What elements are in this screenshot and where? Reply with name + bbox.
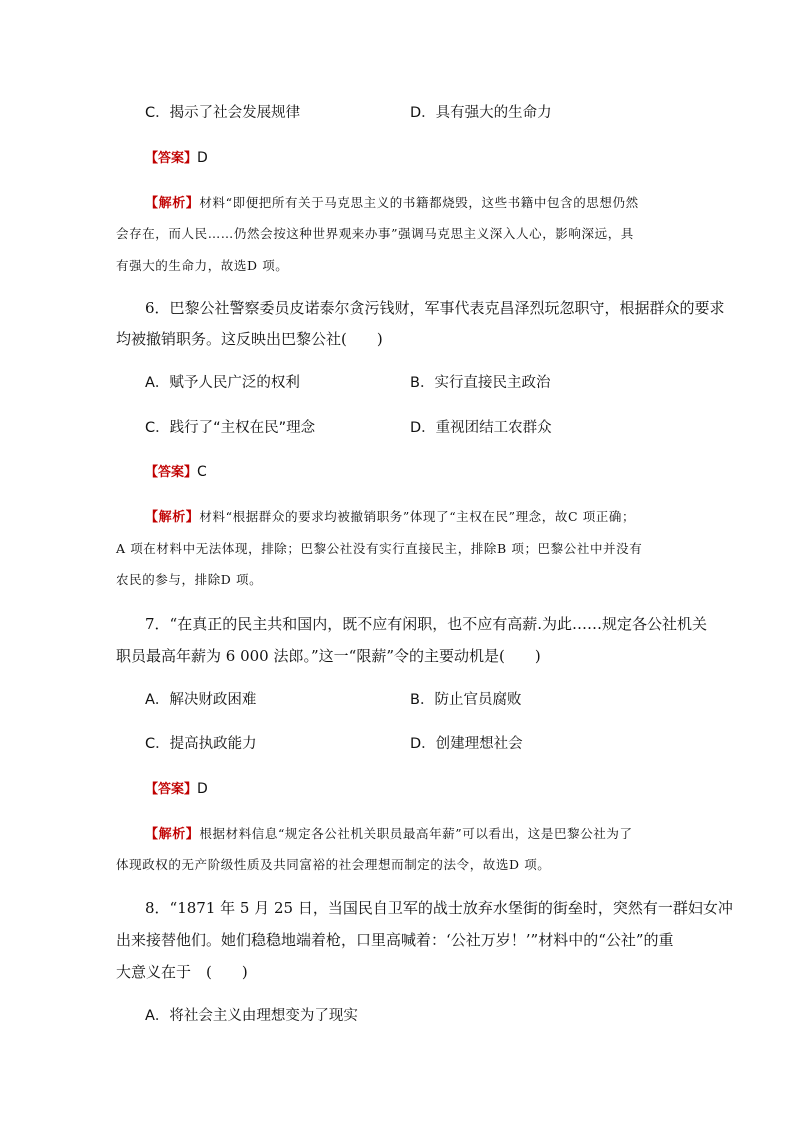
option-c: C．揭示了社会发展规律	[145, 105, 301, 121]
analysis-line: 【解析】材料“根据群众的要求均被撤销职务”体现了“主权在民”理念，故C 项正确；	[145, 509, 636, 525]
option-d: D．具有强大的生命力	[410, 105, 552, 121]
question-stem-line: 6．巴黎公社警察委员皮诺泰尔贪污钱财，军事代表克昌泽烈玩忽职守，根据群众的要求	[145, 299, 725, 317]
question-stem-line: 均被撤销职务。这反映出巴黎公社( )	[116, 330, 383, 348]
question-stem-line: 大意义在于 ( )	[116, 963, 248, 981]
analysis-line: 【解析】材料“即便把所有关于马克思主义的书籍都烧毁，这些书籍中包含的思想仍然	[145, 195, 639, 211]
option-d: D．重视团结工农群众	[410, 420, 552, 436]
answer-tag: 【答案】	[145, 151, 198, 166]
option-a: A．赋予人民广泛的权利	[145, 375, 300, 391]
analysis-line: 有强大的生命力，故选D 项。	[116, 258, 289, 273]
option-a: A．将社会主义由理想变为了现实	[145, 1008, 358, 1024]
option-b: B．实行直接民主政治	[410, 375, 551, 391]
option-c: C．践行了“主权在民”理念	[145, 420, 316, 436]
answer-tag: 【答案】	[145, 782, 198, 797]
question-stem-line: 8．“1871 年 5 月 25 日，当国民自卫军的战士放弃水堡街的街垒时，突然有一群妇女冲	[145, 899, 733, 917]
analysis-line: 农民的参与，排除D 项。	[116, 572, 263, 587]
analysis-line: 体现政权的无产阶级性质及共同富裕的社会理想而制定的法令，故选D 项。	[116, 857, 551, 872]
answer-value: D	[197, 150, 208, 166]
answer-row	[145, 148, 208, 169]
option-d: D．创建理想社会	[410, 736, 523, 752]
option-a: A．解决财政困难	[145, 692, 257, 708]
answer-row	[145, 462, 207, 483]
option-c: C．提高执政能力	[145, 736, 257, 752]
option-b: B．防止官员腐败	[410, 692, 522, 708]
analysis-tag: 【解析】	[145, 196, 200, 211]
analysis-tag: 【解析】	[145, 510, 200, 525]
answer-value: C	[197, 464, 207, 480]
answer-value: D	[197, 781, 208, 797]
answer-tag: 【答案】	[145, 465, 198, 480]
analysis-tag: 【解析】	[145, 827, 200, 842]
question-stem-line: 出来接替他们。她们稳稳地端着枪，口里高喊着：‘公社万岁！’”材料中的“公社”的重	[116, 931, 674, 949]
question-stem-line: 7．“在真正的民主共和国内，既不应有闲职，也不应有高薪.为此……规定各公社机关	[145, 615, 707, 633]
analysis-line: 会存在，而人民……仍然会按这种世界观来办事”强调马克思主义深入人心，影响深远，具	[116, 226, 634, 241]
analysis-line: 【解析】根据材料信息“规定各公社机关职员最高年薪”可以看出，这是巴黎公社为了	[145, 826, 633, 842]
answer-row	[145, 779, 208, 800]
question-stem-line: 职员最高年薪为 6 000 法郎。”这一“限薪”令的主要动机是( )	[116, 647, 541, 665]
analysis-line: A 项在材料中无法体现，排除；巴黎公社没有实行直接民主，排除B 项；巴黎公社中并没有	[116, 541, 643, 556]
